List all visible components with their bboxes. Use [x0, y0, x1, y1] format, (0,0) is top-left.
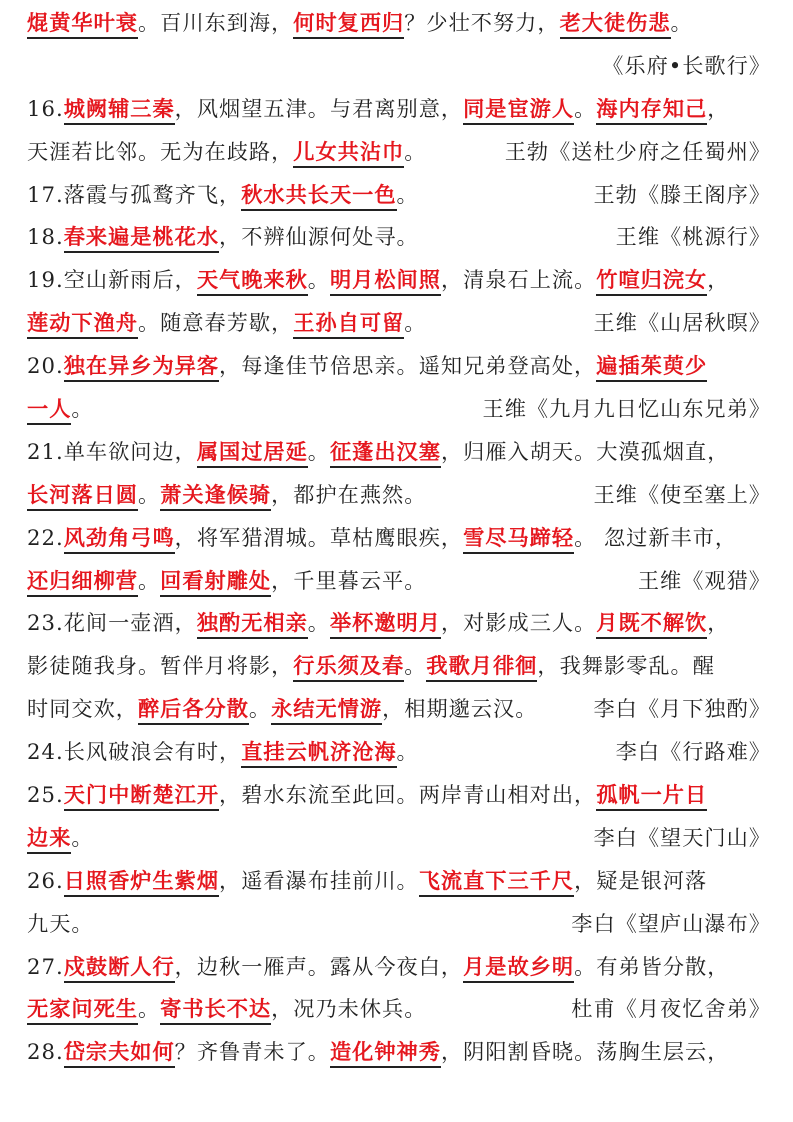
text-line: [27, 174, 771, 217]
highlighted-verse: 属国过居延: [197, 439, 308, 468]
text-line: [27, 946, 771, 989]
verse-text: 23.花间一壶酒，: [27, 610, 197, 636]
verse-text: ，都护在燕然。: [271, 481, 427, 507]
highlighted-verse: 萧关逢候骑: [160, 482, 271, 511]
text-line: [27, 259, 771, 302]
highlighted-verse: 同是宦游人: [463, 96, 574, 125]
poem-source: 杜甫《月夜忆舍弟》: [571, 996, 771, 1022]
highlighted-verse: 独在异乡为异客: [64, 353, 219, 382]
text-line: [27, 560, 771, 603]
verse-text: 。 忽过新丰市，: [574, 524, 738, 550]
highlighted-verse: 永结无情游: [271, 696, 382, 725]
verse-text: ，将军猎渭城。草枯鹰眼疾，: [174, 524, 464, 550]
highlighted-verse: 风劲角弓鸣: [64, 525, 175, 554]
text-line: [27, 88, 771, 131]
highlighted-verse: 日照香炉生紫烟: [64, 868, 219, 897]
highlighted-verse: 行乐须及春: [293, 653, 404, 682]
poem-source: 李白《望庐山瀑布》: [571, 910, 771, 936]
highlighted-verse: 岱宗夫如何: [64, 1039, 175, 1068]
highlighted-verse: 春来遍是桃花水: [64, 224, 219, 253]
verse-text: 24.长风破浪会有时，: [27, 739, 242, 765]
poem-source: 李白《行路难》: [615, 739, 771, 765]
verse-text: 27.: [27, 953, 64, 979]
verse-text: ，对影成三人。: [440, 610, 597, 636]
highlighted-verse: 飞流直下三千尺: [419, 868, 574, 897]
text-line: [27, 645, 771, 688]
verse-text: ，边秋一雁声。露从今夜白，: [174, 953, 464, 979]
highlighted-verse: 月是故乡明: [463, 954, 574, 983]
highlighted-verse: 回看射雕处: [160, 568, 271, 597]
verse-text: 。: [137, 481, 161, 507]
verse-text: 。: [71, 824, 94, 850]
highlighted-verse: 老大徒伤悲: [560, 10, 671, 39]
verse-text: ，清泉石上流。: [440, 267, 597, 293]
highlighted-verse: 直挂云帆济沧海: [241, 739, 396, 768]
highlighted-verse: 月既不解饮: [596, 610, 707, 639]
highlighted-verse: 造化钟神秀: [330, 1039, 441, 1068]
highlighted-verse: 何时复西归: [293, 10, 404, 39]
highlighted-verse: 征蓬出汉塞: [330, 439, 441, 468]
verse-text: ，碧水东流至此回。两岸青山相对出，: [219, 782, 597, 808]
verse-text: ，相期邈云汉。: [382, 696, 538, 722]
highlighted-verse: 还归细柳营: [27, 568, 138, 597]
highlighted-verse: 明月松间照: [330, 267, 441, 296]
poem-source: 王维《桃源行》: [615, 224, 771, 250]
verse-text: ，阴阳割昏晓。荡胸生层云，: [440, 1039, 730, 1065]
verse-text: 。: [248, 696, 272, 722]
text-line: [27, 774, 771, 817]
text-line: [27, 1031, 771, 1074]
highlighted-verse: 戍鼓断人行: [64, 954, 175, 983]
poem-source: 王维《九月九日忆山东兄弟》: [482, 396, 771, 422]
verse-text: ，: [707, 95, 730, 121]
poem-source: 王勃《滕王阁序》: [593, 181, 771, 207]
verse-text: ，况乃未休兵。: [271, 996, 427, 1022]
highlighted-verse: 独酌无相亲: [197, 610, 308, 639]
highlighted-verse: 长河落日圆: [27, 482, 138, 511]
text-line: [27, 388, 771, 431]
verse-text: 。: [396, 181, 419, 207]
verse-text: 。百川东到海，: [137, 10, 294, 35]
verse-text: ，风烟望五津。与君离别意，: [174, 95, 464, 121]
text-line: [27, 2, 771, 45]
verse-text: 16.: [27, 95, 64, 121]
verse-text: 26.: [27, 867, 64, 893]
verse-text: 时同交欢，: [27, 696, 138, 722]
highlighted-verse: 举杯邀明月: [330, 610, 441, 639]
verse-text: 天涯若比邻。无为在歧路，: [27, 138, 294, 164]
verse-text: ，归雁入胡天。大漠孤烟直，: [440, 438, 730, 464]
text-line: [27, 302, 771, 345]
highlighted-verse: 无家问死生: [27, 996, 138, 1025]
highlighted-verse: 孤帆一片日: [596, 782, 707, 811]
highlighted-verse: 莲动下渔舟: [27, 310, 138, 339]
highlighted-verse: 王孙自可留: [293, 310, 404, 339]
text-line: [27, 817, 771, 860]
poem-source: 王维《观猎》: [637, 567, 771, 593]
verse-text: 。: [307, 610, 330, 636]
verse-text: 22.: [27, 524, 64, 550]
verse-text: 19.空山新雨后，: [27, 267, 197, 293]
verse-text: 。: [71, 396, 94, 422]
text-line: [27, 602, 771, 645]
text-line: [27, 731, 771, 774]
poem-source: 李白《月下独酌》: [593, 696, 771, 722]
verse-text: 。: [670, 10, 693, 35]
text-line: [27, 517, 771, 560]
text-line: [27, 45, 771, 88]
verse-text: 。: [404, 138, 427, 164]
highlighted-verse: 焜黄华叶衰: [27, 10, 138, 39]
verse-text: 。: [404, 653, 427, 679]
verse-text: 25.: [27, 782, 64, 808]
verse-text: ，疑是银河落: [574, 867, 708, 893]
verse-text: 。: [396, 739, 419, 765]
verse-text: ，每逢佳节倍思亲。遥知兄弟登高处，: [219, 353, 597, 379]
verse-text: 。: [307, 438, 330, 464]
highlighted-verse: 遍插茱萸少: [596, 353, 707, 382]
highlighted-verse: 我歌月徘徊: [426, 653, 537, 682]
verse-text: 。随意春芳歇，: [137, 310, 294, 336]
text-line: [27, 860, 771, 903]
verse-text: ，: [707, 610, 730, 636]
verse-text: 影徒随我身。暂伴月将影，: [27, 653, 294, 679]
verse-text: ？少壮不努力，: [404, 10, 560, 35]
verse-text: ，: [707, 267, 730, 293]
verse-text: 。: [137, 567, 161, 593]
verse-text: ，不辨仙源何处寻。: [219, 224, 419, 250]
verse-text: 《乐府•长歌行》: [602, 52, 771, 78]
verse-text: 20.: [27, 353, 64, 379]
verse-text: ，我舞影零乱。醒: [537, 653, 715, 679]
verse-text: ，遥看瀑布挂前川。: [219, 867, 419, 893]
highlighted-verse: 秋水共长天一色: [241, 182, 396, 211]
poem-source: 王维《使至塞上》: [593, 481, 771, 507]
poem-source: 王勃《送杜少府之任蜀州》: [504, 138, 771, 164]
highlighted-verse: 醉后各分散: [138, 696, 249, 725]
verse-text: 。: [307, 267, 330, 293]
verse-text: 18.: [27, 224, 64, 250]
verse-text: 。: [404, 310, 427, 336]
poem-source: 李白《望天门山》: [593, 824, 771, 850]
poem-source: 王维《山居秋暝》: [593, 310, 771, 336]
text-line: [27, 431, 771, 474]
highlighted-verse: 一人: [27, 396, 71, 425]
text-line: [27, 688, 771, 731]
highlighted-verse: 天气晚来秋: [197, 267, 308, 296]
text-line: [27, 216, 771, 259]
verse-text: 。: [574, 95, 597, 121]
highlighted-verse: 边来: [27, 825, 71, 854]
highlighted-verse: 海内存知己: [596, 96, 707, 125]
verse-text: ，千里暮云平。: [271, 567, 427, 593]
text-line: [27, 988, 771, 1031]
highlighted-verse: 儿女共沾巾: [293, 139, 404, 168]
verse-text: 21.单车欲问边，: [27, 438, 197, 464]
highlighted-verse: 寄书长不达: [160, 996, 271, 1025]
text-line: [27, 903, 771, 946]
text-line: [27, 131, 771, 174]
text-line: [27, 345, 771, 388]
highlighted-verse: 天门中断楚江开: [64, 782, 219, 811]
verse-text: 17.落霞与孤鹜齐飞，: [27, 181, 242, 207]
verse-text: ？齐鲁青未了。: [174, 1039, 330, 1065]
highlighted-verse: 雪尽马蹄轻: [463, 525, 574, 554]
verse-text: 九天。: [27, 910, 94, 936]
verse-text: 。有弟皆分散，: [574, 953, 730, 979]
text-line: [27, 474, 771, 517]
verse-text: 28.: [27, 1039, 64, 1065]
highlighted-verse: 竹喧归浣女: [596, 267, 707, 296]
highlighted-verse: 城阙辅三秦: [64, 96, 175, 125]
verse-text: 。: [137, 996, 161, 1022]
